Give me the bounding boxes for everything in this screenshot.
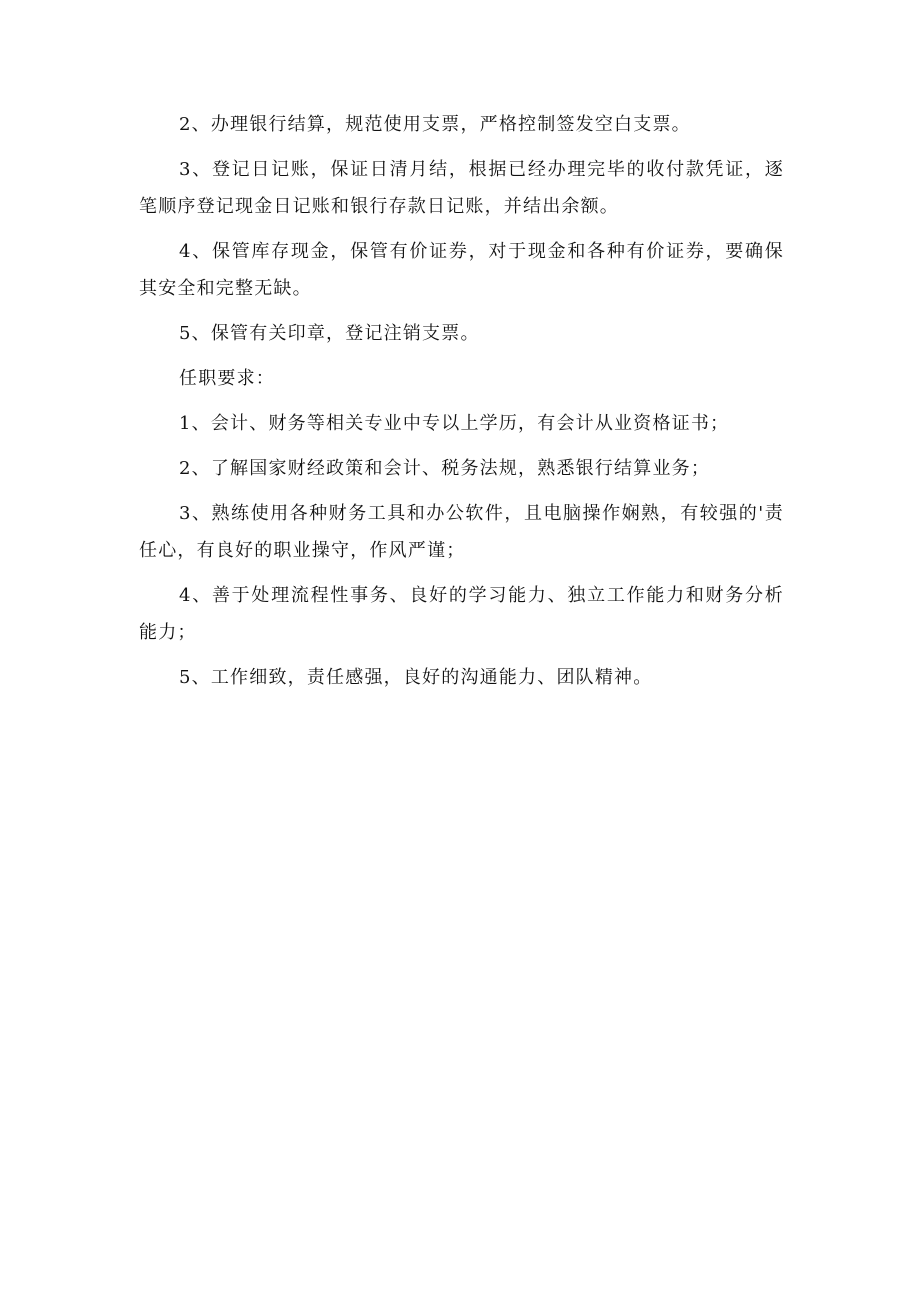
requirement-item-1: 1、会计、财务等相关专业中专以上学历，有会计从业资格证书； (179, 413, 730, 434)
requirements-heading: 任职要求： (179, 368, 275, 389)
document-body (139, 106, 784, 704)
duty-item-5: 5、保管有关印章，登记注销支票。 (179, 323, 480, 344)
requirement-item-2: 2、了解国家财经政策和会计、税务法规，熟悉银行结算业务； (179, 458, 711, 479)
requirement-item-3: 3、熟练使用各种财务工具和办公软件，且电脑操作娴熟，有较强的'责任心，有良好的职业操守，作风严谨； (139, 503, 784, 561)
requirement-item-5: 5、工作细致，责任感强，良好的沟通能力、团队精神。 (179, 667, 653, 688)
duty-item-4: 4、保管库存现金，保管有价证券，对于现金和各种有价证券，要确保其安全和完整无缺。 (139, 241, 784, 299)
duty-item-2: 2、办理银行结算，规范使用支票，严格控制签发空白支票。 (179, 114, 691, 135)
requirement-item-4: 4、善于处理流程性事务、良好的学习能力、独立工作能力和财务分析能力； (139, 585, 784, 643)
duty-item-3: 3、登记日记账，保证日清月结，根据已经办理完毕的收付款凭证，逐笔顺序登记现金日记账和银行存款日记账，并结出余额。 (139, 159, 784, 217)
